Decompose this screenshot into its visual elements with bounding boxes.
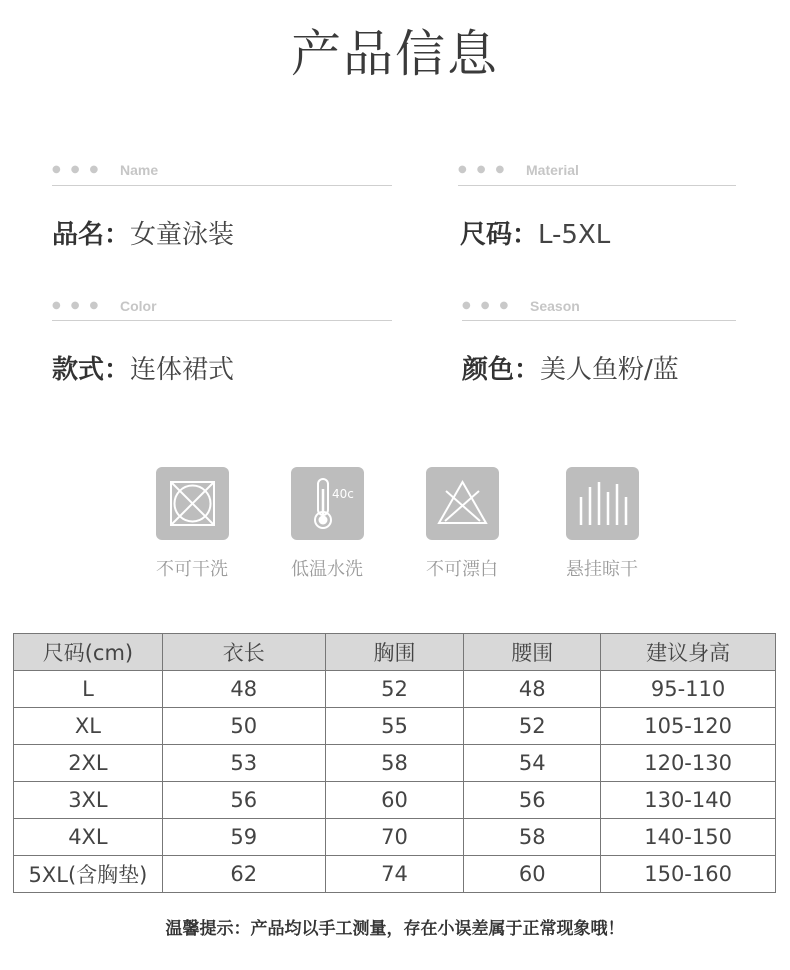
table-cell: 60 [464, 856, 601, 893]
table-row [14, 745, 776, 782]
field-value: 连体裙式 [130, 355, 235, 385]
info-label-text: Season [530, 298, 580, 314]
info-label-season [462, 298, 736, 318]
field-value: L-5XL [538, 220, 611, 250]
table-cell: 54 [464, 745, 601, 782]
care-item-hang-dry [532, 467, 672, 581]
size-table [13, 633, 776, 893]
care-item-low-temp-wash [257, 467, 397, 581]
dots-decoration: ●●● [462, 300, 519, 311]
table-header-cell: 建议身高 [601, 634, 776, 671]
dots-decoration: ●●● [52, 164, 109, 175]
dots-decoration: ●●● [458, 164, 515, 175]
table-cell: 56 [464, 782, 601, 819]
divider [458, 185, 736, 186]
table-header-cell: 胸围 [325, 634, 464, 671]
temp-text: 40c [331, 487, 354, 501]
table-cell: L [14, 671, 163, 708]
divider [462, 320, 736, 321]
table-cell: 140-150 [601, 819, 776, 856]
info-label-text: Material [526, 162, 579, 178]
table-cell: 58 [464, 819, 601, 856]
table-cell: 3XL [14, 782, 163, 819]
divider [52, 185, 392, 186]
info-label-text: Color [120, 298, 157, 314]
low-temp-wash-icon [291, 467, 364, 540]
table-cell: 5XL(含胸垫) [14, 856, 163, 893]
table-cell: XL [14, 708, 163, 745]
field-key: 品名： [52, 220, 131, 250]
table-row [14, 856, 776, 893]
table-cell: 105-120 [601, 708, 776, 745]
table-cell: 52 [325, 671, 464, 708]
care-label: 不可干洗 [156, 559, 228, 580]
field-value: 女童泳装 [130, 220, 235, 250]
table-row [14, 671, 776, 708]
table-cell: 2XL [14, 745, 163, 782]
table-header-cell: 尺码(cm) [14, 634, 163, 671]
table-cell: 60 [325, 782, 464, 819]
table-cell: 53 [162, 745, 325, 782]
table-cell: 95-110 [601, 671, 776, 708]
table-cell: 70 [325, 819, 464, 856]
table-cell: 55 [325, 708, 464, 745]
info-label-name [52, 162, 392, 182]
table-cell: 62 [162, 856, 325, 893]
table-cell: 130-140 [601, 782, 776, 819]
table-cell: 4XL [14, 819, 163, 856]
table-row [14, 782, 776, 819]
table-cell: 58 [325, 745, 464, 782]
table-cell: 74 [325, 856, 464, 893]
care-label: 低温水洗 [291, 559, 363, 580]
info-field-color [462, 349, 679, 386]
info-field-style [52, 349, 234, 386]
table-cell: 52 [464, 708, 601, 745]
measurement-notice: 温馨提示：产品均以手工测量，存在小误差属于正常现象哦！ [165, 919, 625, 939]
field-key: 款式： [52, 355, 131, 385]
no-dry-clean-icon [156, 467, 229, 540]
table-cell: 120-130 [601, 745, 776, 782]
info-label-material [458, 162, 736, 182]
divider [52, 320, 392, 321]
care-label: 悬挂晾干 [566, 559, 638, 580]
dots-decoration: ●●● [52, 300, 109, 311]
care-item-no-dry-clean [122, 467, 262, 581]
field-value: 美人鱼粉/蓝 [540, 355, 679, 385]
hang-dry-icon [566, 467, 639, 540]
info-label-text: Name [120, 162, 159, 178]
field-key: 颜色： [462, 355, 541, 385]
table-row [14, 819, 776, 856]
no-bleach-icon [426, 467, 499, 540]
care-label: 不可漂白 [426, 559, 498, 580]
field-key: 尺码： [460, 220, 539, 250]
info-field-size [460, 214, 610, 251]
table-cell: 48 [464, 671, 601, 708]
table-header-cell: 腰围 [464, 634, 601, 671]
table-cell: 50 [162, 708, 325, 745]
table-cell: 150-160 [601, 856, 776, 893]
table-row [14, 708, 776, 745]
info-field-name [52, 214, 234, 251]
table-header-cell: 衣长 [162, 634, 325, 671]
info-label-color [52, 298, 392, 318]
care-item-no-bleach [392, 467, 532, 581]
page-title: 产品信息 [291, 25, 499, 83]
table-cell: 48 [162, 671, 325, 708]
table-cell: 59 [162, 819, 325, 856]
table-cell: 56 [162, 782, 325, 819]
table-header-row [14, 634, 776, 671]
